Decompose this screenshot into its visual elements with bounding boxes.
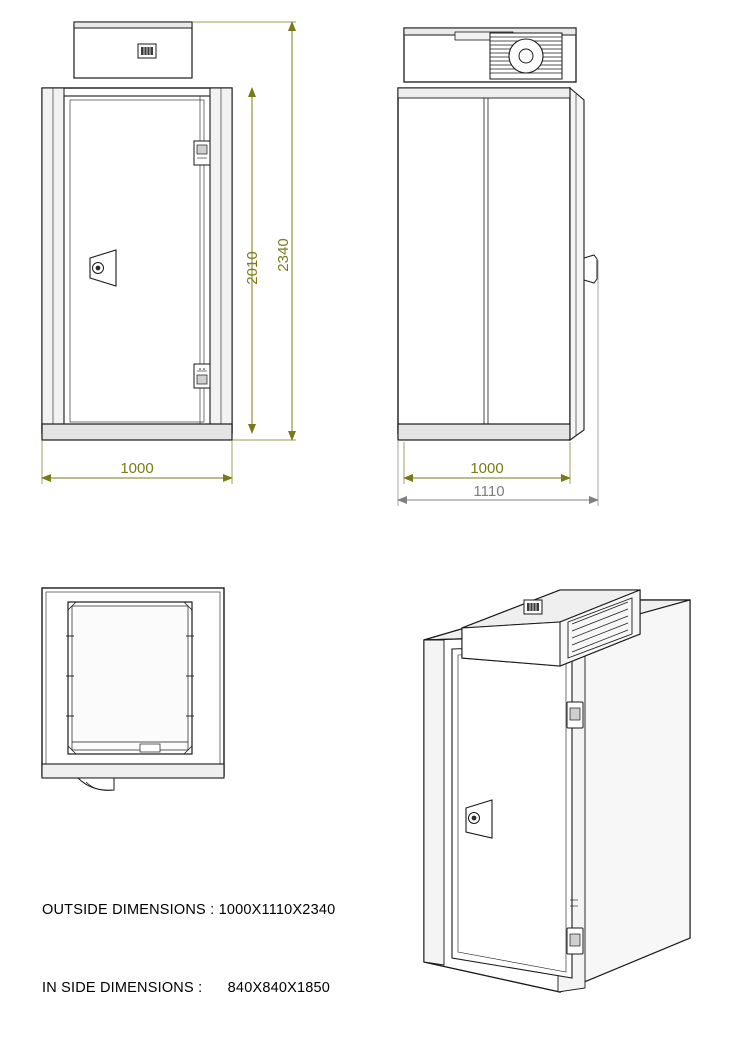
front-condensing-unit: [74, 22, 192, 78]
dim-label-side-depth: 1110: [473, 483, 505, 500]
front-dim-width-1000: [42, 440, 232, 484]
dim-label-outer-height: 2340: [275, 238, 292, 272]
inside-dimensions-label: IN SIDE DIMENSIONS : 840X840X1850: [42, 980, 331, 996]
side-condensing-unit: [404, 28, 576, 82]
outside-dimensions-label: OUTSIDE DIMENSIONS : 1000X1110X2340: [42, 902, 336, 918]
front-dim-2010: [244, 88, 261, 433]
side-cabinet-body: [398, 88, 597, 440]
side-elevation-view: [398, 28, 598, 506]
side-dim-width-1000: [404, 442, 570, 484]
dim-label-front-width: 1000: [120, 460, 154, 477]
top-plan-view: [42, 588, 224, 790]
front-cabinet-body: [42, 88, 232, 440]
front-elevation-view: [42, 22, 296, 484]
isometric-view: [424, 590, 690, 992]
dim-label-side-width: 1000: [470, 460, 504, 477]
specifications-block: [42, 845, 422, 1053]
dim-label-inner-height: 2010: [244, 251, 261, 285]
